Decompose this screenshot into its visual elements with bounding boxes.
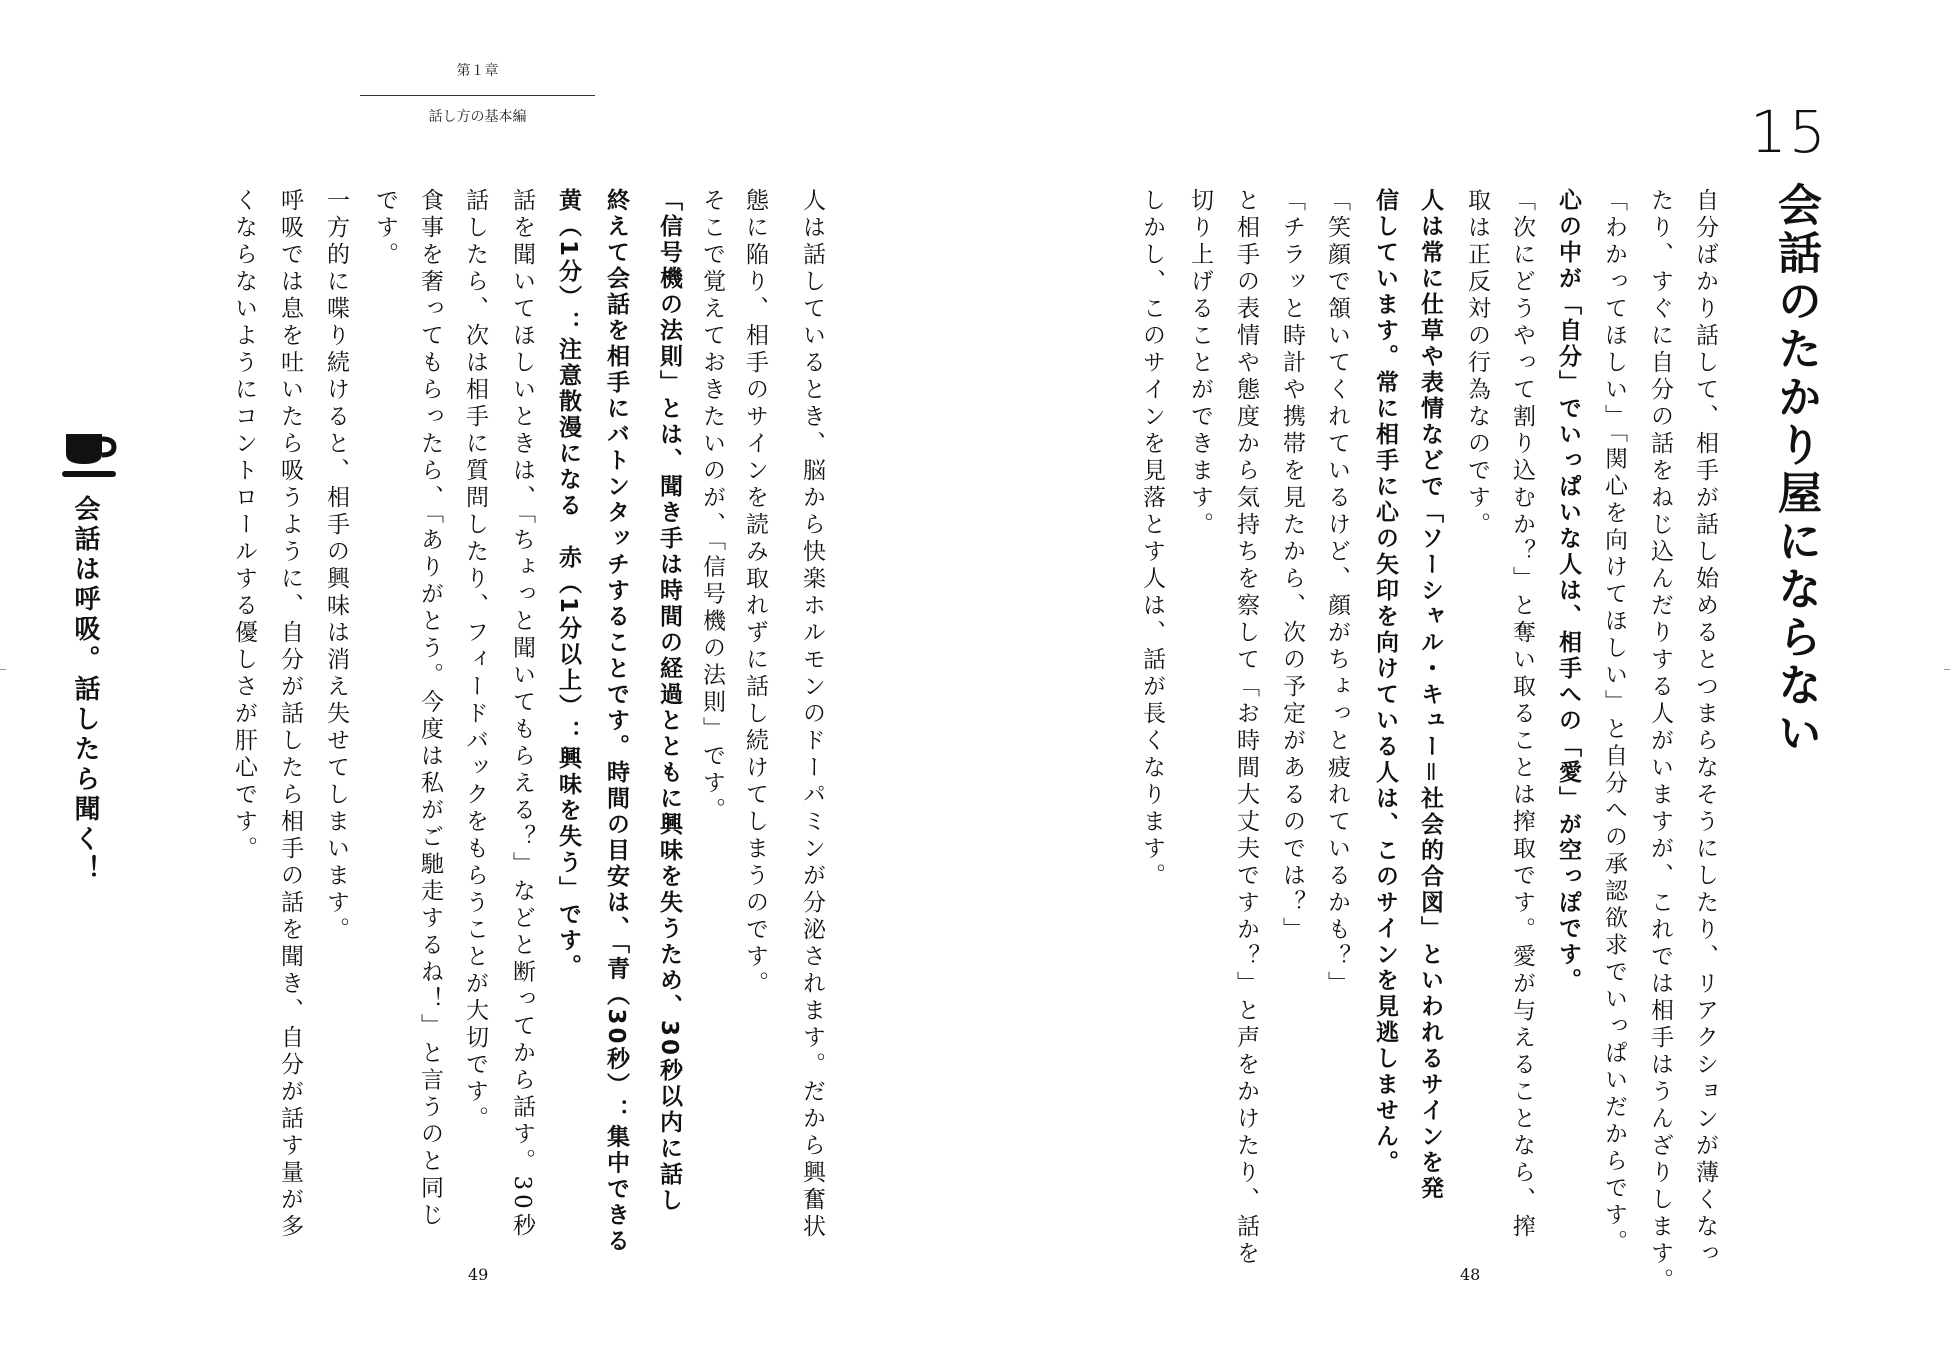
section-title: 会話のたかり屋にならない (1770, 182, 1821, 758)
chapter-label: 第１章 (456, 63, 499, 79)
body-column: そこで覚えておきたいのが、「信号機の法則」です。 (699, 188, 725, 825)
header-rule (360, 95, 595, 96)
emphasis-column: 人は常に仕草や表情などで「ソーシャル・キュー＝社会的合図」といわれるサインを発 (1417, 188, 1443, 1202)
crop-mark (1944, 669, 1950, 670)
body-column: たり、すぐに自分の話をねじ込んだりする人がいますが、これでは相手はうんざりします。 (1647, 188, 1673, 1295)
body-column: 話を聞いてほしいときは、「ちょっと聞いてもらえる？」などと断ってから話す。30秒 (509, 188, 535, 1240)
body-column: 切り上げることができます。 (1187, 188, 1213, 539)
body-column: 「笑顔で頷いてくれているけど、顔がちょっと疲れているかも？」 (1324, 188, 1350, 998)
section-number: 15 (1750, 98, 1828, 166)
coffee-cup-icon (62, 430, 122, 482)
emphasis-column: 黄（1分）：注意散漫になる 赤（1分以上）：興味を失う」です。 (555, 188, 581, 981)
body-column: 自分ばかり話して、相手が話し始めるとつまらなそうにしたり、リアクションが薄くなっ (1692, 188, 1718, 1268)
body-column: 話したら、次は相手に質問したり、フィードバックをもらうことが大切です。 (462, 188, 488, 1133)
tip-text: 会話は呼吸。話したら聞く！ (70, 495, 100, 885)
chapter-subtitle: 話し方の基本編 (428, 109, 527, 125)
body-column: くならないようにコントロールする優しさが肝心です。 (231, 188, 257, 863)
body-column: と相手の表情や態度から気持ちを察して「お時間大丈夫ですか？」と声をかけたり、話を (1233, 188, 1259, 1268)
chapter-header (360, 60, 595, 126)
body-column: 「チラッと時計や携帯を見たから、次の予定があるのでは？」 (1279, 188, 1305, 944)
body-column: 取は正反対の行為なのです。 (1464, 188, 1490, 539)
body-column: 態に陥り、相手のサインを読み取れずに話し続けてしまうのです。 (742, 188, 768, 998)
body-column: 人は話しているとき、脳から快楽ホルモンのドーパミンが分泌されます。だから興奮状 (799, 188, 825, 1241)
body-column: です。 (372, 188, 398, 269)
body-column: 食事を奢ってもらったら、「ありがとう。今度は私がご馳走するね！」と言うのと同じ (417, 188, 443, 1230)
body-column: しかし、このサインを見落とす人は、話が長くなります。 (1139, 188, 1165, 890)
emphasis-column: 終えて会話を相手にバトンタッチすることです。時間の目安は、「青（30秒）：集中できる (603, 188, 629, 1255)
emphasis-column: 信しています。常に相手に心の矢印を向けている人は、このサインを見逃しません。 (1372, 188, 1398, 1176)
body-column: 「次にどうやって割り込むか？」と奪い取ることは搾取です。愛が与えることなら、搾 (1509, 188, 1535, 1241)
emphasis-column: 心の中が「自分」でいっぱいな人は、相手への「愛」が空っぽです。 (1555, 188, 1581, 994)
body-column: 一方的に喋り続けると、相手の興味は消え失せてしまいます。 (323, 188, 349, 944)
page-number-right: 48 (1460, 1265, 1481, 1284)
crop-mark (0, 669, 6, 670)
page-number-left: 49 (468, 1265, 489, 1284)
body-column: 呼吸では息を吐いたら吸うように、自分が話したら相手の話を聞き、自分が話す量が多 (277, 188, 303, 1241)
emphasis-column: 「信号機の法則」とは、聞き手は時間の経過とともに興味を失うため、30秒以内に話し (656, 188, 682, 1215)
body-column: 「わかってほしい」「関心を向けてほしい」と自分への承認欲求でいっぱいだからです。 (1601, 188, 1627, 1257)
